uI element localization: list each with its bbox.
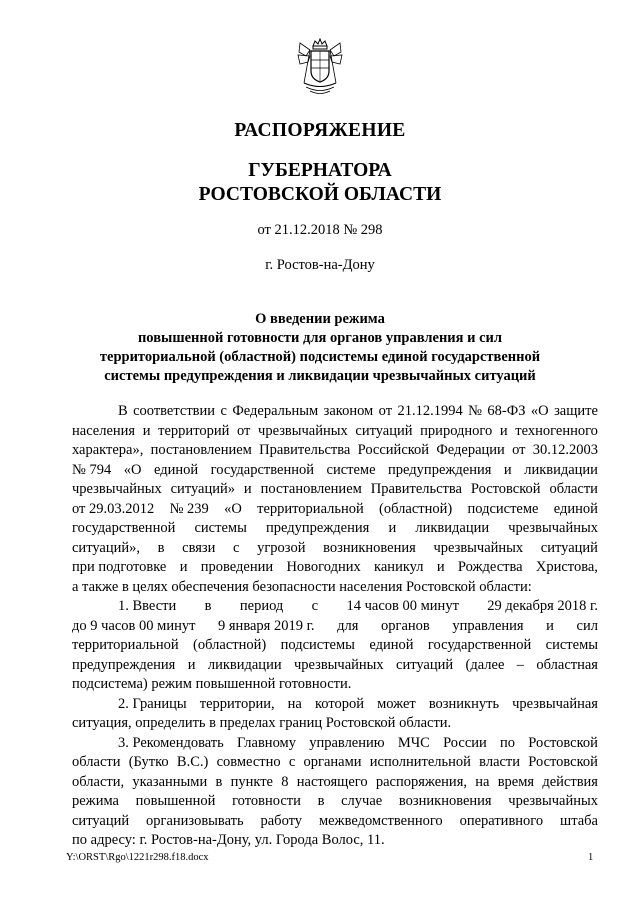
body-word: «О — [224, 500, 242, 517]
body-word: для — [337, 617, 359, 634]
body-word: соответствии — [133, 403, 216, 419]
body-word: и — [503, 461, 512, 478]
body-word: распоряжения, — [375, 773, 467, 790]
body-word: 2. Границы — [118, 695, 187, 712]
body-word: проведении — [200, 559, 274, 575]
body-text-line — [72, 714, 598, 734]
body-word: населения — [72, 422, 136, 439]
body-word: действия — [542, 773, 598, 790]
body-word: и — [179, 559, 188, 575]
body-word: государственной — [72, 520, 176, 536]
body-word: чрезвычайных — [508, 793, 598, 809]
body-word: органов — [381, 617, 430, 634]
body-word: каникул — [374, 559, 424, 575]
body-word: Рождества — [457, 559, 523, 575]
body-word: угрозой — [257, 539, 306, 556]
body-word: режима — [72, 793, 119, 809]
body-word: 29 декабря 2018 г. — [487, 598, 598, 614]
body-word: Главному — [237, 734, 296, 751]
rostov-coat-of-arms-icon — [296, 38, 344, 98]
body-word: и — [187, 656, 196, 673]
body-word: В — [118, 403, 128, 419]
body-word: Федерации — [436, 442, 505, 458]
body-text-line — [72, 558, 598, 578]
body-word: с — [311, 598, 319, 614]
body-word: в — [317, 793, 325, 809]
body-word: государственной — [210, 461, 314, 478]
body-word: по адресу: г. Ростов-на-Дону, ул. Города Волос, 11. — [72, 832, 385, 848]
document-subject — [80, 310, 560, 386]
body-word: власти — [479, 754, 521, 770]
body-text-line — [72, 773, 598, 793]
document-type-title: РАСПОРЯЖЕНИЕ — [234, 120, 406, 141]
subject-line: системы предупреждения и ликвидации чрезвычайных ситуаций — [104, 368, 536, 384]
body-word: при подготовке — [72, 559, 167, 575]
body-word: России — [443, 734, 487, 751]
body-word: области — [549, 481, 598, 497]
body-word: Правительства — [370, 481, 462, 497]
body-word: пункте — [230, 773, 273, 790]
body-word: единой — [553, 500, 598, 517]
body-word: природного — [420, 422, 493, 439]
body-word: 3. Рекомендовать — [118, 734, 224, 751]
body-word: «О — [530, 403, 549, 419]
subject-line: повышенной готовности для органов управления и сил — [137, 330, 503, 346]
body-word: время — [497, 773, 535, 790]
body-word: и — [546, 617, 554, 634]
body-text-line — [72, 519, 598, 539]
body-word: чрезвычайных — [72, 481, 162, 497]
body-text-line — [72, 831, 598, 851]
body-word: № — [468, 403, 482, 419]
body-word: Правительства — [259, 442, 351, 458]
body-word: и — [499, 422, 508, 439]
body-word: областная — [536, 656, 598, 673]
body-word: и — [388, 520, 397, 536]
body-word: ситуаций — [355, 422, 413, 439]
body-word: характера», — [72, 442, 144, 458]
body-word: ситуаций», — [72, 539, 140, 556]
subject-line: территориальной (областной) подсистемы единой государственной — [99, 349, 541, 365]
body-word: управлению — [309, 734, 385, 751]
body-word: случае — [341, 793, 383, 809]
body-word: единой — [153, 461, 199, 478]
body-word: связи — [182, 539, 216, 556]
body-word: сил — [576, 617, 598, 634]
body-word: 1. Ввести — [118, 598, 177, 614]
body-word: возникнуть — [428, 695, 500, 712]
body-word: чрезвычайных — [508, 520, 598, 536]
body-word: возникновения — [323, 539, 416, 556]
body-word: (областной) — [379, 500, 453, 517]
body-word: МЧС — [397, 734, 430, 751]
footer-page-number: 1 — [588, 852, 594, 863]
body-word: повышенной — [135, 793, 216, 809]
body-word: государственной — [427, 637, 532, 653]
document-city: г. Ростов-на-Дону — [265, 257, 375, 273]
body-word: подсистема) режим повышенной готовности. — [72, 676, 352, 692]
body-word: территориальной — [257, 500, 364, 517]
body-word: а также в целях обеспечения безопасности населения Ростовской области: — [72, 578, 532, 595]
body-word: Федеральным — [232, 403, 319, 419]
body-text-line — [72, 500, 598, 520]
body-word: исполнительной — [369, 754, 471, 770]
body-word: предупреждения — [388, 461, 492, 478]
body-word: в — [157, 539, 165, 556]
footer-file-path: Y:\ORST\Rgo\1221r298.f18.docx — [66, 852, 209, 863]
body-word: от — [237, 422, 251, 439]
body-text-line — [72, 792, 598, 812]
body-word: на — [475, 773, 490, 790]
body-word: ситуация, определить в пределах границ Ростовской области. — [72, 715, 452, 731]
body-word: до 9 часов 00 минут — [72, 617, 196, 634]
body-word: период — [239, 598, 284, 614]
body-word: № 794 — [72, 461, 112, 478]
body-word: Христова, — [535, 559, 598, 575]
body-word: 21.12.1994 — [397, 403, 463, 419]
body-word: «О — [123, 461, 142, 478]
body-text-line — [72, 461, 598, 481]
subject-line: О введении режима — [255, 311, 385, 327]
body-text-line — [72, 422, 598, 442]
body-word: управления — [452, 617, 524, 634]
body-word: системы — [194, 520, 247, 536]
body-word: в — [204, 598, 212, 614]
body-text-line — [72, 578, 598, 598]
body-word: Российской — [357, 442, 430, 458]
body-word: может — [377, 695, 416, 712]
body-word: Ростовской — [528, 754, 598, 770]
body-word: межведомственного — [318, 812, 443, 829]
body-word: с — [233, 539, 240, 556]
body-word: чрезвычайных — [433, 539, 524, 556]
body-text-line — [72, 441, 598, 461]
body-text-line — [72, 402, 598, 422]
body-word: на — [287, 695, 302, 712]
body-word: 8 — [281, 773, 289, 790]
body-word: техногенного — [515, 422, 598, 439]
body-text-line — [72, 812, 598, 832]
body-word: 9 января 2019 г. — [218, 617, 315, 634]
body-word: территориальной — [72, 637, 179, 653]
body-word: (далее — [465, 656, 505, 673]
body-word: постановлением — [260, 481, 362, 497]
body-word: от — [378, 403, 393, 419]
body-word: с — [288, 754, 296, 770]
body-word: подсистемы — [280, 637, 355, 653]
body-word: ситуаций — [540, 539, 598, 556]
body-word: территорий — [158, 422, 230, 439]
body-word: предупреждения — [265, 520, 370, 536]
body-word: предупреждения — [72, 656, 176, 673]
body-text-line — [72, 695, 598, 715]
body-word: Новогодних — [286, 559, 361, 575]
body-word: (областной) — [193, 637, 267, 653]
body-word: – — [516, 656, 525, 673]
body-word: области — [72, 754, 121, 770]
body-text-line — [72, 675, 598, 695]
body-word: ликвидации — [207, 656, 282, 673]
body-word: территории, — [199, 695, 275, 712]
body-word: защите — [554, 403, 598, 419]
body-word: (Бутко — [128, 754, 169, 770]
body-text-line — [72, 734, 598, 754]
body-word: Ростовской — [470, 481, 541, 497]
body-text-line — [72, 597, 598, 617]
body-word: работу — [260, 812, 303, 829]
document-date-number: от 21.12.2018 № 298 — [257, 222, 383, 238]
body-text-line — [72, 753, 598, 773]
body-word: организовывать — [146, 812, 244, 829]
body-word: настоящего — [296, 773, 368, 790]
body-word: возникновения — [398, 793, 492, 809]
body-word: ситуаций» — [170, 481, 235, 497]
body-word: чрезвычайных — [293, 656, 384, 673]
body-text-line — [72, 617, 598, 637]
issuer-line-1: ГУБЕРНАТОРА — [248, 160, 392, 181]
body-word: законом — [323, 403, 374, 419]
body-word: оперативного — [459, 812, 544, 829]
body-word: постановлением — [150, 442, 252, 458]
body-word: 68-ФЗ — [487, 403, 526, 419]
body-word: от — [512, 442, 526, 458]
document-body — [72, 402, 598, 851]
body-word: указанными — [132, 773, 208, 790]
body-text-line — [72, 539, 598, 559]
body-word: единой — [369, 637, 414, 653]
body-word: чрезвычайных — [258, 422, 348, 439]
body-word: 14 часов 00 минут — [346, 598, 459, 614]
body-word: ситуаций — [72, 812, 130, 829]
body-word: подсистеме — [467, 500, 539, 517]
body-word: ликвидации — [524, 461, 598, 478]
body-word: и — [436, 559, 445, 575]
body-word: и — [243, 481, 252, 497]
body-word: в — [215, 773, 223, 790]
body-word: В.С.) — [176, 754, 209, 770]
body-word: Ростовской — [528, 734, 598, 751]
body-word: совместно — [216, 754, 281, 770]
body-word: системы — [545, 637, 598, 653]
body-word: готовности — [232, 793, 301, 809]
body-word: № 239 — [169, 500, 209, 517]
body-text-line — [72, 656, 598, 676]
body-word: штаба — [560, 812, 598, 829]
body-word: ситуаций — [396, 656, 454, 673]
body-word: с — [220, 403, 227, 419]
body-word: области, — [72, 773, 125, 790]
body-word: чрезвычайная — [512, 695, 598, 712]
issuer-line-2: РОСТОВСКОЙ ОБЛАСТИ — [198, 184, 442, 205]
body-text-line — [72, 636, 598, 656]
body-word: системе — [326, 461, 376, 478]
body-word: и — [142, 422, 151, 439]
body-text-line — [72, 480, 598, 500]
body-word: которой — [314, 695, 364, 712]
body-word: ликвидации — [415, 520, 490, 536]
body-word: органами — [303, 754, 362, 770]
body-word: 30.12.2003 — [532, 442, 598, 458]
body-word: по — [500, 734, 516, 751]
body-word: от 29.03.2012 — [72, 500, 155, 517]
